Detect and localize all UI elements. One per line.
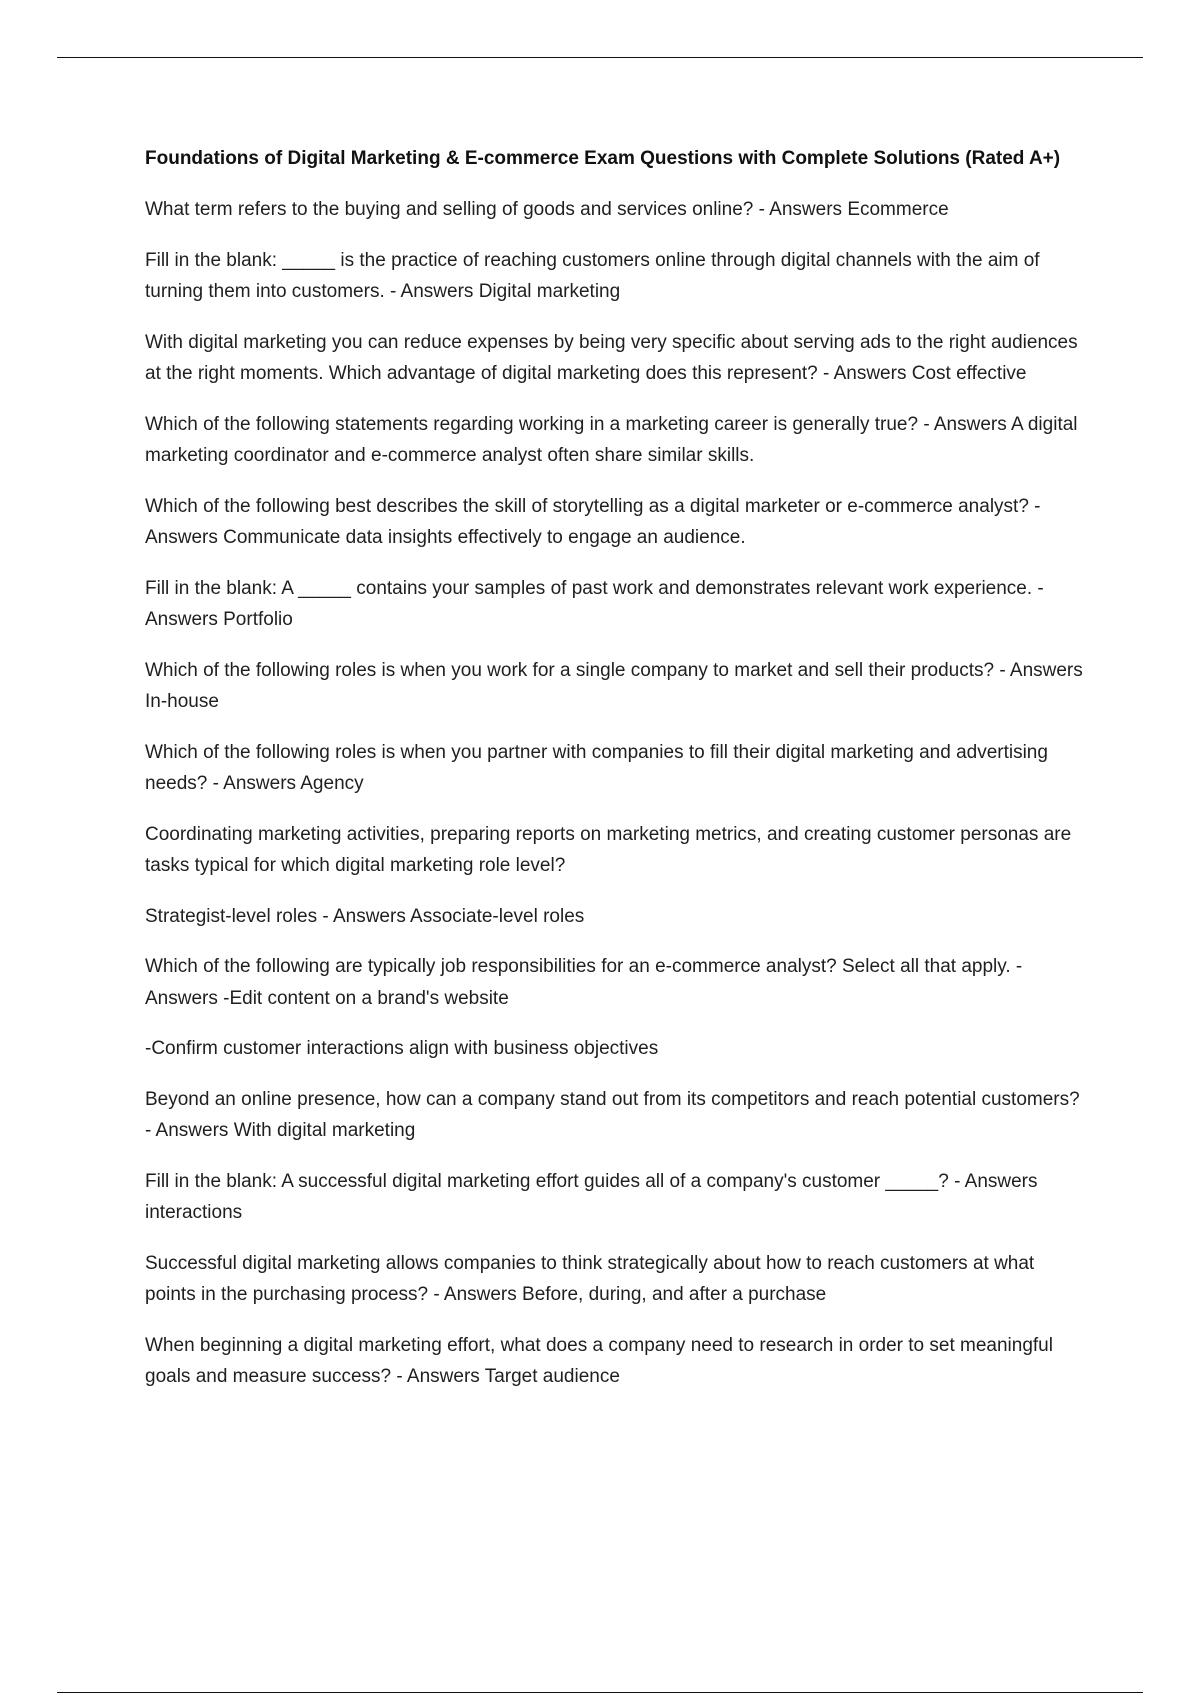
paragraph-q3: With digital marketing you can reduce expenses by being very specific about serving ads to the right audiences at the right moments. Which advantage of digital marketing does this represent? - Answers Cost effective — [145, 331, 1078, 384]
paragraph-q10: Which of the following are typically job responsibilities for an e-commerce analyst? Select all that apply. - Answers -Edit content on a brand's website — [145, 956, 1023, 1009]
document-body — [145, 146, 1090, 1412]
paragraph-q9: Coordinating marketing activities, preparing reports on marketing metrics, and creating customer personas are tasks typical for which digital marketing role level? — [145, 823, 1072, 876]
paragraph-q14: When beginning a digital marketing effort, what does a company need to research in order to set meaningful goals and measure success? - Answers Target audience — [145, 1334, 1053, 1387]
paragraph-q1: What term refers to the buying and selling of goods and services online? - Answers Ecommerce — [145, 199, 949, 220]
header-rule — [57, 57, 1143, 58]
paragraph-q9-answer: Strategist-level roles - Answers Associate-level roles — [145, 905, 585, 927]
paragraph-q5: Which of the following best describes the skill of storytelling as a digital marketer or e-commerce analyst? - Answers Communicate data insights effectively to engage an audience. — [145, 495, 1041, 548]
paragraph-q2: Fill in the blank: _____ is the practice of reaching customers online through digital channels with the aim of turning them into customers. - Answers Digital marketing — [145, 249, 1040, 302]
paragraph-q13: Successful digital marketing allows companies to think strategically about how to reach customers at what points in the purchasing process? - Answers Before, during, and after a purchase — [145, 1252, 1035, 1305]
paragraph-q8: Which of the following roles is when you partner with companies to fill their digital marketing and advertising needs? - Answers Agency — [145, 741, 1048, 794]
footer-rule — [57, 1692, 1143, 1693]
paragraph-q7: Which of the following roles is when you work for a single company to market and sell their products? - Answers In-house — [145, 659, 1083, 712]
document-title: Foundations of Digital Marketing & E-commerce Exam Questions with Complete Solutions (Rated A+) — [145, 148, 1061, 169]
paragraph-q11: Beyond an online presence, how can a company stand out from its competitors and reach potential customers? - Answers With digital marketing — [145, 1088, 1080, 1141]
paragraph-q4: Which of the following statements regarding working in a marketing career is generally true? - Answers A digital marketing coordinator and e-commerce analyst often share similar skills. — [145, 413, 1078, 466]
paragraph-q12: Fill in the blank: A successful digital marketing effort guides all of a company's customer _____? - Answers interactions — [145, 1170, 1038, 1223]
paragraph-q6: Fill in the blank: A _____ contains your samples of past work and demonstrates relevant work experience. - Answers Portfolio — [145, 577, 1044, 630]
paragraph-q10-answer-cont: -Confirm customer interactions align with business objectives — [145, 1038, 659, 1059]
